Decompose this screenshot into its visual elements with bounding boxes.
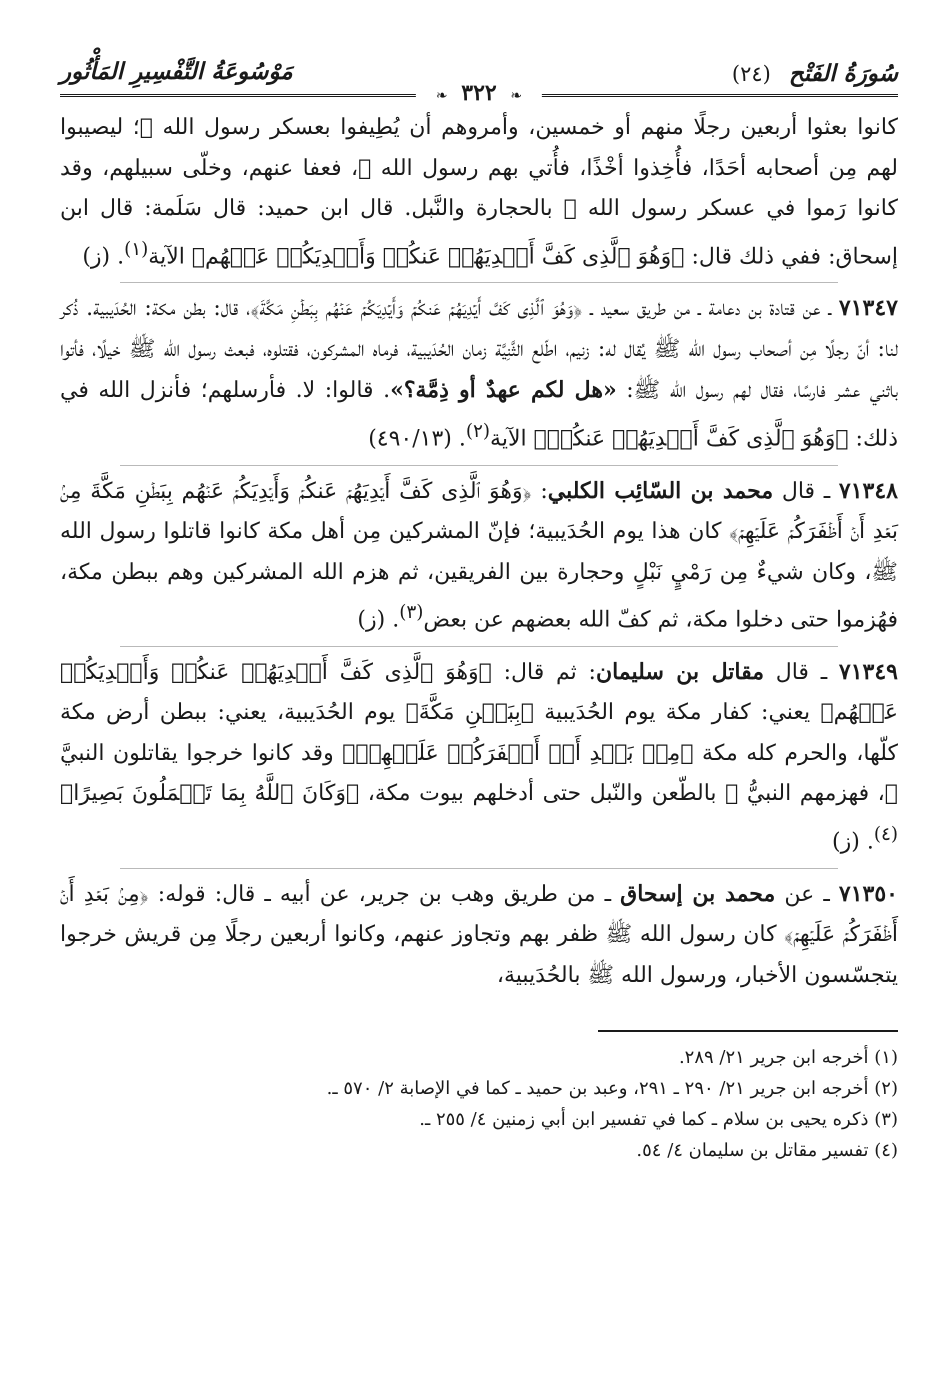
footnotes-divider bbox=[598, 1030, 898, 1032]
footnote-3: (٣) ذكره يحيى بن سلام ـ كما في تفسير ابن أبي زمنين ٤/ ٢٥٥ ـ. bbox=[419, 1109, 898, 1131]
footnotes bbox=[60, 1042, 898, 1166]
page-header bbox=[60, 52, 898, 108]
reference-tag: . (٤٩٠/١٣) bbox=[368, 426, 466, 452]
entry-number: ٧١٣٤٩ bbox=[838, 658, 898, 685]
entry-7348 bbox=[60, 471, 898, 641]
footnote-1: (١) أخرجه ابن جرير ٢١/ ٢٨٩. bbox=[678, 1047, 898, 1069]
reference-tag: . (ز) bbox=[357, 607, 400, 633]
entry-text: : ثم قال: ﴿وَهُوَ ٱلَّذِى كَفَّ أَيۡدِيَهُمۡ عَنكُمۡ وَأَيۡدِيَكُمۡ عَنۡهُم﴾ يعني: كفار مكة يوم الحُدَيبية ﴿بِبَطۡنِ مَكَّةَ﴾ يوم الحُدَيبية، يعني: ببطن أرض مكة كلّها، والحرم كله مكة ﴿مِنۢ بَعۡدِ أَنۡ أَظۡفَرَكُمۡ عَلَيۡهِمۡ﴾ وقد كانوا خرجوا يقاتلون النبيَّ ﷺ، فهزمهم النبيُّ ﷺ بالطّعن والنّبل حتى أدخلهم بيوت مكة، ﴿وَكَانَ ٱللَّهُ بِمَا تَعۡمَلُونَ بَصِيرًا﴾ bbox=[60, 659, 898, 807]
entry-7347 bbox=[60, 288, 898, 459]
entry-number: ٧١٣٥٠ bbox=[838, 880, 898, 907]
entry-7350 bbox=[60, 874, 898, 997]
entry-lead: ـ قال bbox=[763, 659, 839, 685]
footnote-marker: (٤) bbox=[873, 823, 898, 845]
intro-paragraph bbox=[60, 108, 898, 277]
book-page bbox=[60, 52, 898, 1352]
footnote-2: (٢) أخرجه ابن جرير ٢١/ ٢٩٠ ـ ٢٩١، وعبد بن حميد ـ كما في الإصابة ٢/ ٥٧٠ ـ. bbox=[326, 1078, 898, 1100]
surah-heading bbox=[732, 60, 898, 87]
entry-text: : ﴿وَهُوَ ٱلَّذِى كَفَّ أَيۡدِيَهُمۡ عَنكُمۡ وَأَيۡدِيَكُمۡ عَنۡهُم بِبَطۡنِ مَكَّةَ مِنۢ بَعۡدِ أَنۡ أَظۡفَرَكُمۡ عَلَيۡهِمۡ﴾ كان هذا يوم الحُدَيبية؛ فإنّ المشركين مِن أهل مكة كانوا قاتلوا رسول الله ﷺ، وكان شيءٌ مِن رَمْيٍ نَبْلٍ وحجارة بين الفريقين، ثم هزم الله المشركين وهم ببطن مكة، فهُزموا حتى دخلوا مكة، ثم كفّ الله بعضهم عن بعض bbox=[60, 478, 898, 633]
reference-tag: . (ز) bbox=[832, 829, 874, 855]
entry-text-continued: . قالوا: لا. فأرسلهم؛ فأنزل الله في ذلك: ﴿وَهُوَ ٱلَّذِى كَفَّ أَيۡدِيَهُمۡ عَنكُمۡ﴾ الآية bbox=[60, 378, 898, 452]
footnote-4: (٤) تفسير مقاتل بن سليمان ٤/ ٥٤. bbox=[636, 1140, 898, 1162]
intro-text: كانوا بعثوا أربعين رجلًا منهم أو خمسين، وأمروهم أن يُطِيفوا بعسكر رسول الله ﷺ؛ ليصيبوا لهم مِن أصحابه أحَدًا، فأُخِذوا أخْذًا، فأُتي بهم رسول الله ﷺ، فعفا عنهم، وخلّى سبيلهم، وقد كانوا رَموا في عسكر رسول الله ﷺ بالحجارة والنَّبل. قال ابن حميد: قال سَلَمة: قال ابن إسحاق: ففي ذلك قال: ﴿وَهُوَ ٱلَّذِى كَفَّ أَيۡدِيَهُمۡ عَنكُمۡ وَأَيۡدِيَكُمۡ عَنۡهُم﴾ الآية bbox=[60, 115, 898, 269]
entry-number: ٧١٣٤٨ bbox=[838, 477, 898, 504]
entry-7349 bbox=[60, 652, 898, 863]
entry-lead: ـ عن bbox=[775, 881, 839, 907]
entry-divider bbox=[120, 465, 838, 466]
entry-lead: ـ عن bbox=[794, 296, 839, 322]
entry-number: ٧١٣٤٧ bbox=[838, 295, 898, 322]
ornament-icon: ❧ bbox=[435, 88, 448, 104]
book-title: مَوْسُوعَةُ التَّفْسِيرِ المَأْثُور bbox=[60, 58, 293, 85]
entry-divider bbox=[120, 868, 838, 869]
hadith-quote: «هل لكم عهدٌ أو ذِمَّة؟» bbox=[390, 377, 617, 404]
surah-title: سُورَةُ الفَتْح bbox=[788, 60, 898, 87]
entry-divider bbox=[120, 282, 838, 283]
narrator-name: محمد بن السّائِب الكلبي bbox=[547, 477, 774, 504]
entry-text: ـ من طريق وهب بن جرير، عن أبيه ـ قال: قوله: ﴿مِنۢ بَعۡدِ أَنۡ أَظۡفَرَكُمۡ عَلَيۡهِمۡ﴾ كان رسول الله ﷺ ظفر بهم وتجاوز عنهم، وكانوا أربعين رجلًا مِن قريش خرجوا يتجسّسون الأخبار، ورسول الله ﷺ بالحُدَيبية، bbox=[60, 881, 898, 988]
page-number-group bbox=[416, 80, 542, 106]
footnote-marker: (٣) bbox=[399, 602, 424, 624]
narrator-name: مقاتل بن سليمان bbox=[595, 658, 764, 685]
footnote-marker: (١) bbox=[124, 238, 149, 260]
narrator-name: محمد بن إسحاق bbox=[620, 880, 776, 907]
entry-text: قتادة بن دعامة ـ من طريق سعيد ـ ﴿وَهُوَ ٱلَّذِى كَفَّ أَيۡدِيَهُمۡ عَنكُمۡ وَأَيۡدِيَكُمۡ عَنۡهُم بِبَطۡنِ مَكَّةَ﴾، قال: بطن مكة: الحُدَيبية. ذُكر لنا: أنّ رجلًا مِن أصحاب رسول الله ﷺ يُقال له: زنيم، اطّلع الثَّنِيَّة زمان الحُدَيبية، فرماه المشركون، فقتلوه، فبعث رسول الله ﷺ خيلًا، فأتوا باثني عشر فارسًا، فقال لهم رسول الله ﷺ: bbox=[60, 296, 898, 404]
entry-divider bbox=[120, 646, 838, 647]
entry-lead: ـ قال bbox=[773, 478, 839, 504]
reference-tag: . (ز) bbox=[82, 243, 125, 269]
footnote-marker: (٢) bbox=[465, 420, 491, 442]
ornament-icon: ❧ bbox=[510, 88, 523, 104]
page-number: ٣٢٢ bbox=[461, 80, 497, 106]
surah-number: (٢٤) bbox=[731, 62, 771, 86]
